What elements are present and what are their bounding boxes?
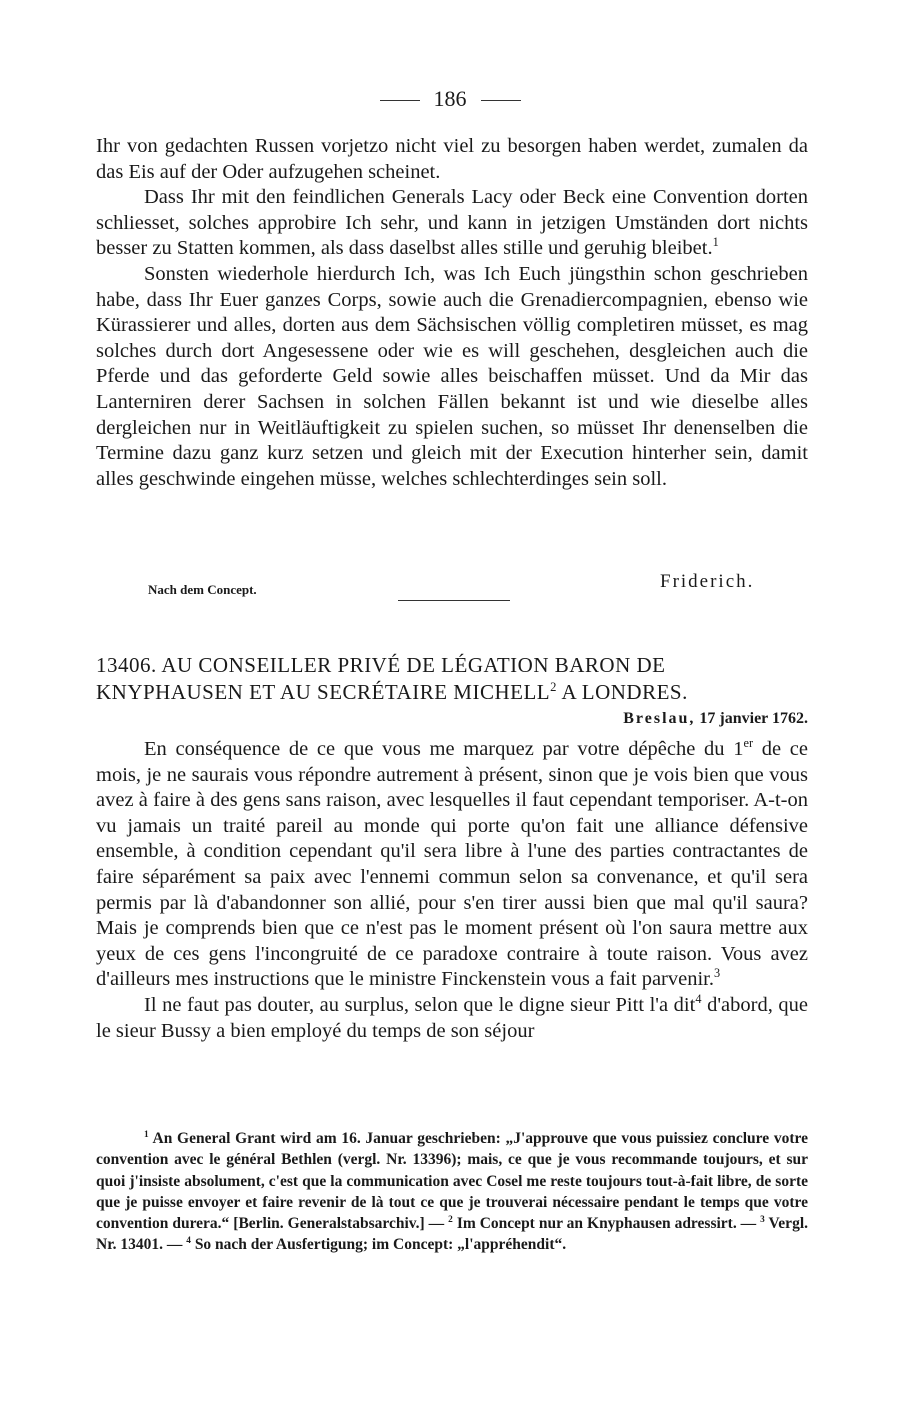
paragraph-text: de ce mois, je ne saurais vous répondre autrement à présent, sinon que je vois bien que vous avez à faire à des gens sans raison, avec lesquelles il faut cependant temporiser. A-t-on vu jamais un traité pareil au monde qui porte qu'on fait une alliance défensive ensemble, à condition cependant qu'il sera libre à l'une des parties contractantes de faire séparément sa paix avec l'ennemi commun selon sa convenance, et qu'il sera permis par là d'abandonner son allié, pour s'en tirer aussi bien que mal qu'il saura? Mais je comprends bien que ce n'est pas le moment présent où l'on saura mettre aux yeux de ces gens l'incongruité de ce paradoxe contraire à toute raison. Vous avez d'ailleurs mes instructions que le ministre Finckenstein vous a fait parvenir.	[96, 738, 808, 991]
paragraph-text: d'abord, que le sieur Bussy a bien employé du temps de son séjour	[96, 993, 808, 1042]
footnote-mark: 1	[144, 1129, 149, 1140]
page-number-dash-right	[481, 100, 521, 101]
letter-text	[96, 737, 808, 1044]
footnote-ref: 4	[695, 992, 702, 1007]
footnotes	[96, 1128, 808, 1256]
footnote-mark: 2	[448, 1215, 453, 1226]
footnote-mark: 3	[760, 1215, 765, 1226]
paragraph-text: Dass Ihr mit den feindlichen Generals Lacy oder Beck eine Convention dorten schliesset, solches approbire Ich sehr, und kann in jetzigen Umständen dort nichts besser zu Statten kommen, als dass daselbst alles stille und geruhig bleibet.	[96, 186, 808, 260]
heading-text: KNYPHAUSEN ET AU SECRÉTAIRE MICHELL	[96, 680, 551, 704]
page-number-line	[0, 86, 900, 112]
date: 17 janvier 1762.	[695, 710, 808, 727]
footnote-ref: 2	[550, 680, 557, 694]
footnote-block	[96, 1128, 808, 1256]
footnote-text: An General Grant wird am 16. Januar geschrieben: „J'approuve que vous puissiez conclure votre convention avec le général Bethlen (vergl. Nr. 13396); mais, ce que je vous recommande toujours, et sur quoi j'insiste absolument, c'est que la communication avec Cosel me reste toujours tout-à-fait libre, de sorte que je puisse envoyer et faire revenir de là tout ce que je trouverai nécessaire pendant le temps que votre convention durera.“ [Berlin. Generalstabsarchiv.] —	[96, 1130, 808, 1233]
footnote-ref: 1	[712, 235, 719, 250]
paragraph	[96, 185, 808, 262]
heading-line	[96, 652, 808, 679]
heading-text: AU CONSEILLER PRIVÉ DE LÉGATION BARON DE	[161, 653, 666, 677]
letter-number: 13406.	[96, 653, 157, 677]
paragraph-text: Il ne faut pas douter, au surplus, selon que le digne sieur Pitt l'a dit	[144, 993, 696, 1016]
paragraph	[96, 993, 808, 1044]
paragraph: Ihr von gedachten Russen vorjetzo nicht viel zu besorgen haben werdet, zumalen da das Eis auf der Oder aufzugehen scheinet.	[96, 135, 808, 183]
source-note: Nach dem Concept.	[148, 582, 257, 597]
paragraph: Sonsten wiederhole hierdurch Ich, was Ich Euch jüngsthin schon geschrieben habe, dass Ihr Euer ganzes Corps, sowie auch die Grenadiercompagnien, ebenso wie Kürassierer und alles, dorten aus dem Sächsischen völlig completiren müsset, es mag solches durch dort Angesessene oder wie es will geschehen, desgleichen auch die Pferde und das geforderte Geld sowie alles beischaffen müsset. Und da Mir das Lanterniren derer Sachsen in solchen Fällen bekannt ist und wie dieselbe alles dergleichen nur in Weitläuftigkeit zu spielen suchen, so müsset Ihr denenselben die Termine dazu ganz kurz setzen und gleich mit der Execution hinterher sein, damit alles geschwinde eingehen müsse, welches schlechterdinges sein soll.	[96, 262, 808, 490]
footnote-ref: 3	[714, 966, 721, 981]
heading-text: A LONDRES.	[556, 680, 688, 704]
letter-heading	[96, 652, 808, 706]
superscript: er	[743, 736, 754, 751]
date-place: Breslau,	[623, 710, 696, 727]
footnote-text: So nach der Ausfertigung; im Concept: „l'appréhendit“.	[190, 1236, 567, 1254]
footnote-text: Im Concept nur an Knyphausen adressirt. —	[452, 1215, 761, 1233]
page-number: 186	[433, 86, 467, 111]
dateline	[623, 710, 808, 728]
footnote-text: Vergl. Nr. 13401. —	[96, 1215, 808, 1254]
footnote-mark: 4	[186, 1236, 191, 1247]
page-number-dash-left	[380, 100, 420, 101]
signature: Friderich.	[660, 571, 755, 592]
paragraph-text: En conséquence de ce que vous me marquez par votre dépêche du 1	[144, 738, 744, 760]
section-divider	[398, 600, 510, 601]
paragraph	[96, 737, 808, 993]
heading-line	[96, 679, 808, 706]
previous-letter-text	[96, 134, 808, 492]
